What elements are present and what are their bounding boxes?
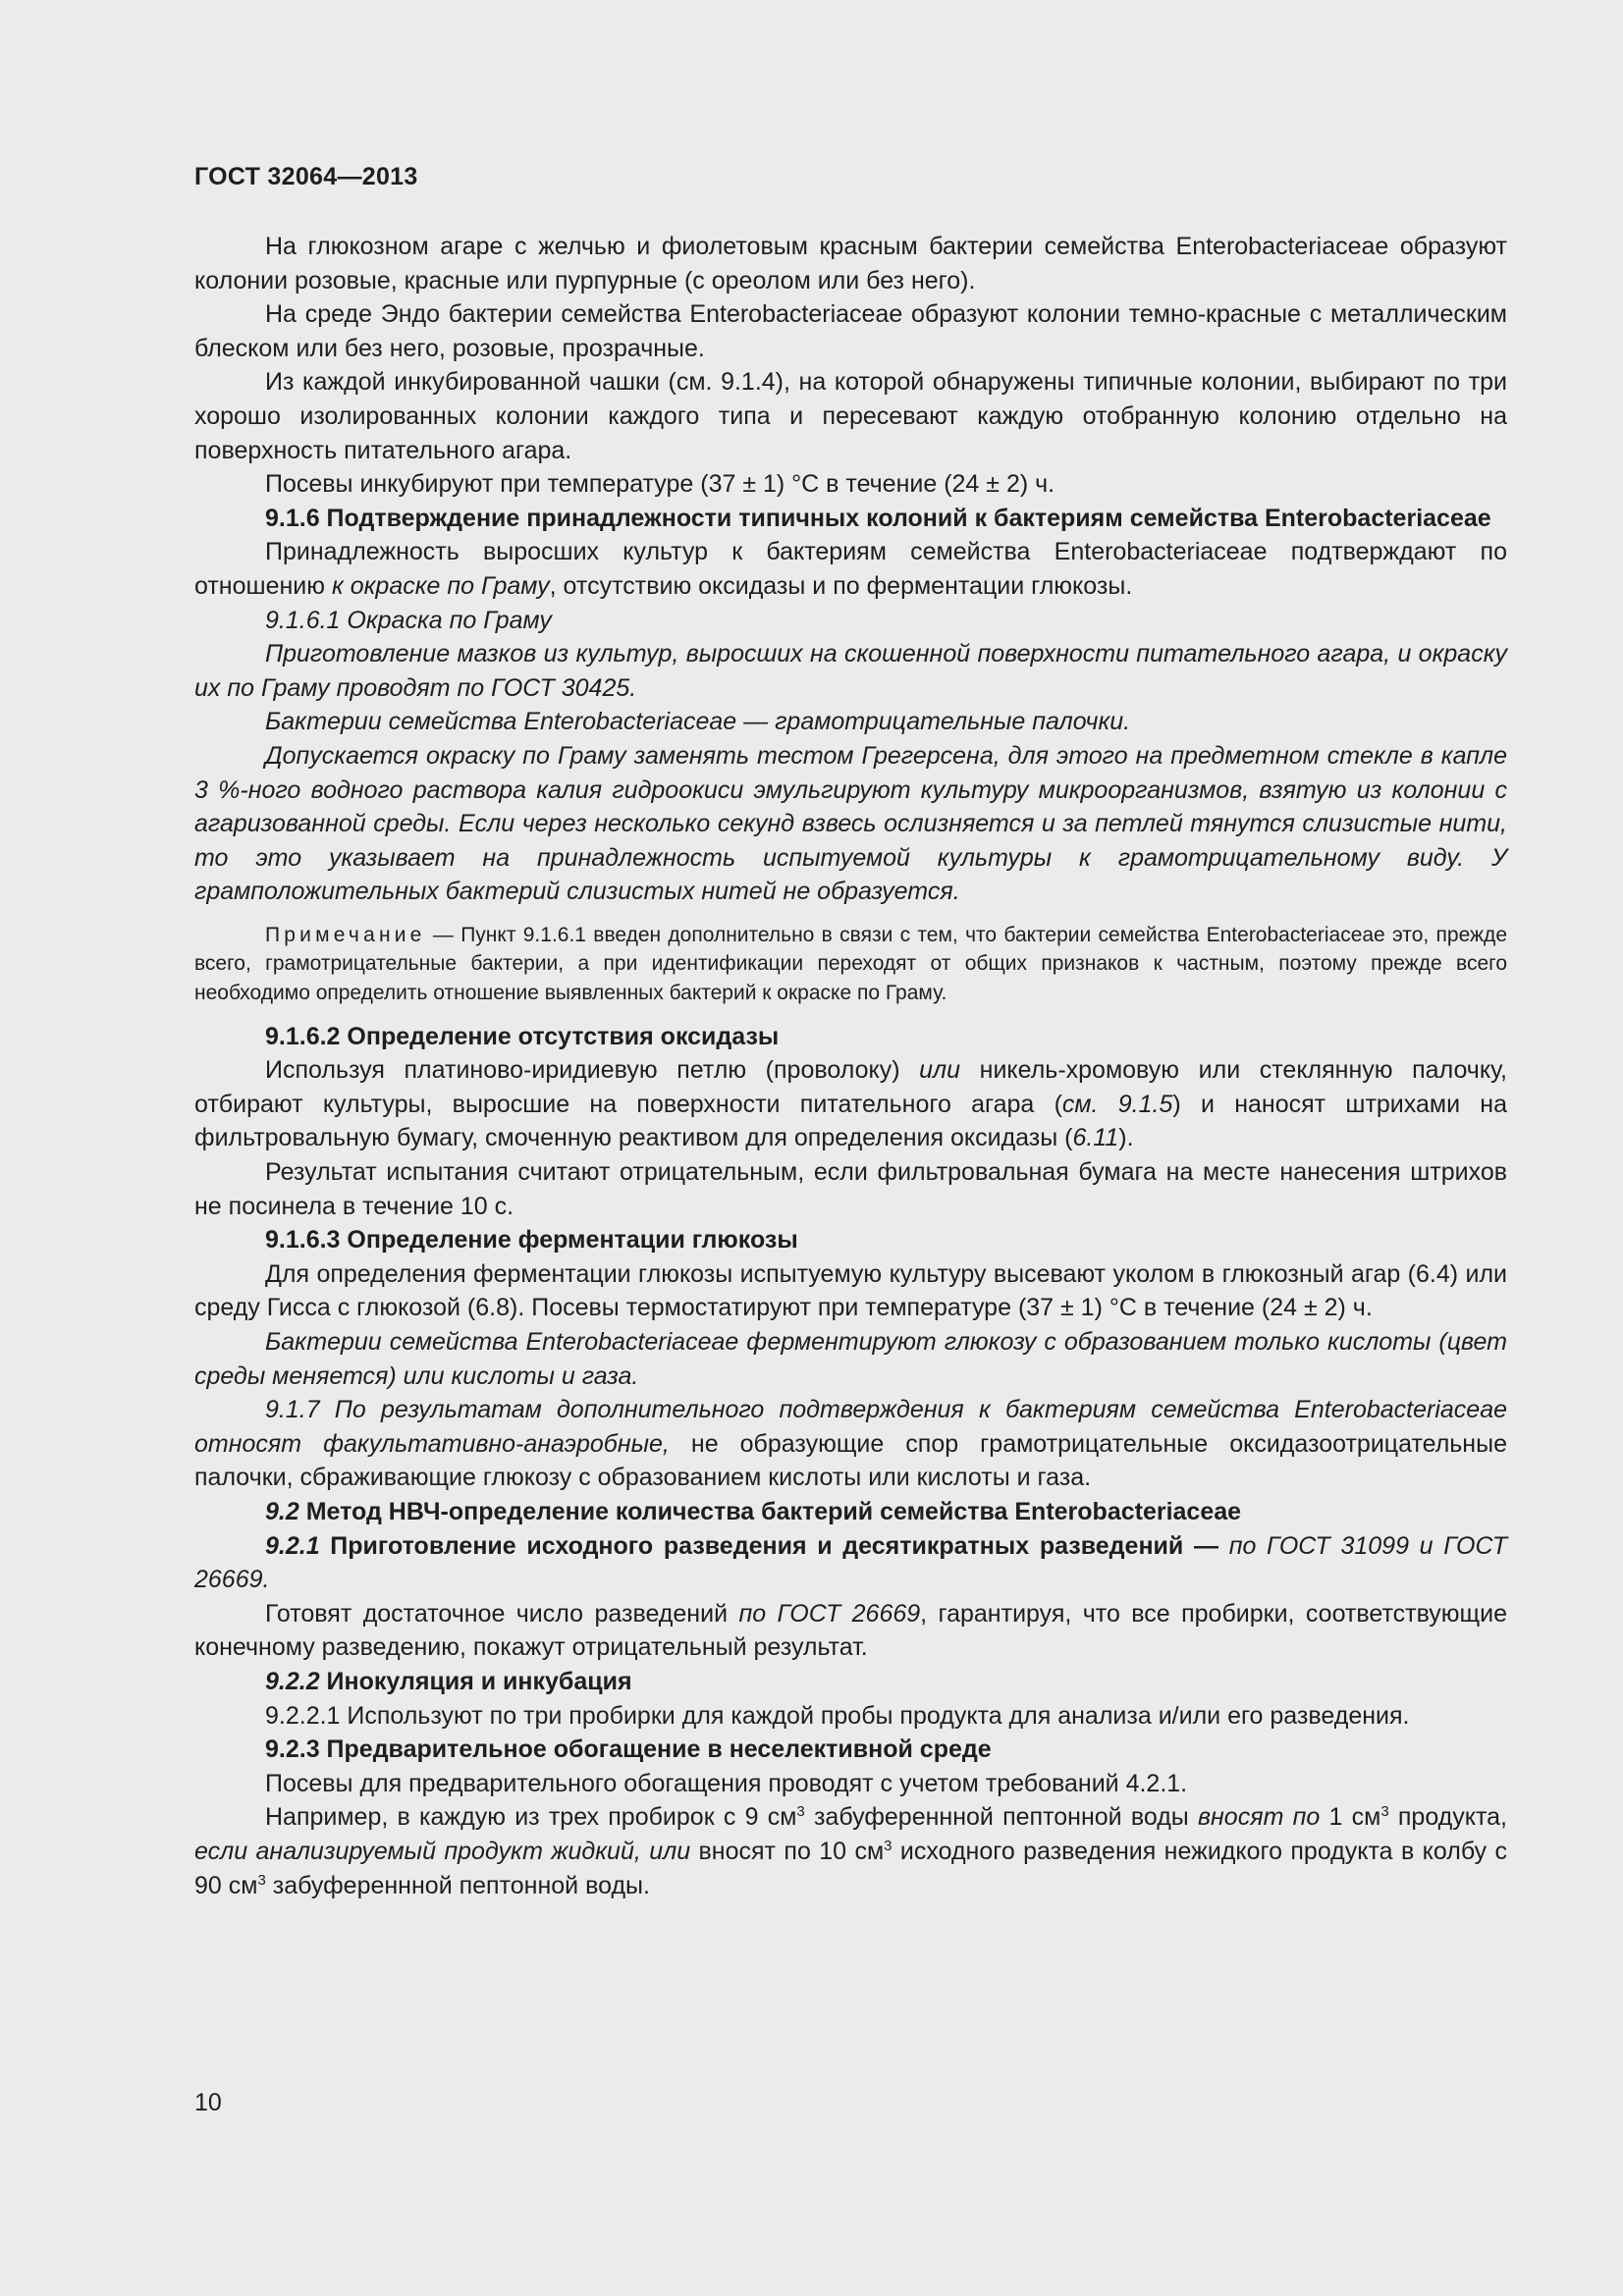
section-heading-9-2-1 (194, 1529, 1507, 1597)
text-run: ). (1118, 1124, 1134, 1152)
text-run: Например, в каждую из трех пробирок с 9 см (265, 1803, 797, 1832)
paragraph: Посевы для предварительного обогащения проводят с учетом требований 4.2.1. (265, 1769, 1188, 1797)
text-run: Используя платиново-иридиевую петлю (проволоку) (265, 1056, 920, 1085)
text-run: вносят по 10 см (690, 1837, 885, 1865)
section-heading-9-1-6: 9.1.6 Подтверждение принадлежности типичных колоний к бактериям семейства Enterobacteriaceae (265, 504, 1491, 532)
text-run: не образующие спор грамотрицательные оксидазоотрицательные палочки, сбраживающие глюкозу с образованием кислоты или кислоты и газа. (194, 1429, 1507, 1492)
paragraph: Из каждой инкубированной чашки (см. 9.1.4), на которой обнаружены типичные колонии, выбирают по три хорошо изолированных колонии каждого типа и пересевают каждую отобранную колонию отдельно на поверхность питательного агара. (194, 368, 1507, 464)
paragraph: Бактерии семейства Enterobacteriaceae — грамотрицательные палочки. (265, 708, 1131, 736)
heading-text: Приготовление исходного разведения и десятикратных разведений — (319, 1531, 1229, 1560)
text-run: забуференнной пептонной воды. (265, 1871, 650, 1899)
text-run-italic: 6.11 (1072, 1124, 1119, 1152)
paragraph: Результат испытания считают отрицательным, если фильтровальная бумага на месте нанесения штрихов не посинела в течение 10 с. (194, 1158, 1507, 1220)
text-run: Принадлежность выросших культур к бактериям семейства Enterobacteriaceae подтверждают по отношению (194, 538, 1507, 600)
paragraph (194, 535, 1507, 603)
text-run-italic: или (919, 1056, 961, 1085)
text-run: , гарантируя, что все пробирки, соответствующие конечному разведению, покажут отрицательный результат. (194, 1599, 1507, 1662)
note-label: Примечание (265, 923, 426, 946)
heading-reference: по ГОСТ 31099 и ГОСТ 26669. (194, 1531, 1507, 1594)
document-body (194, 230, 1507, 1902)
paragraph: 9.2.2.1 Используют по три пробирки для каждой пробы продукта для анализа и/или его разведения. (265, 1701, 1410, 1730)
superscript: 3 (257, 1871, 266, 1889)
text-run-italic: если анализируемый продукт жидкий, или (194, 1837, 691, 1865)
section-heading-9-1-6-1: 9.1.6.1 Окраска по Граму (265, 606, 552, 634)
note-text: — Пункт 9.1.6.1 введен дополнительно в связи с тем, что бактерии семейства Enterobacteriaceae это, прежде всего, грамотрицательные бактерии, а при идентификации переходят от общих признаков к частным, поэтому прежде всего необходимо определить отношение выявленных бактерий к окраске по Граму. (194, 923, 1507, 1005)
section-heading-9-2 (194, 1495, 1507, 1529)
heading-text: Инокуляция и инкубация (319, 1667, 632, 1695)
paragraph: Для определения ферментации глюкозы испытуемую культуру высевают уколом в глюкозный агар (6.4) или среду Гисса с глюкозой (6.8). Посевы термостатируют при температуре (37 ± 1) °С в течение (24 ± 2) ч. (194, 1259, 1507, 1322)
text-run: продукта, (1388, 1803, 1507, 1832)
paragraph: Приготовление мазков из культур, выросших на скошенной поверхности питательного агара, и окраску их по Граму проводят по ГОСТ 30425. (194, 640, 1507, 702)
section-heading-9-1-6-3: 9.1.6.3 Определение ферментации глюкозы (265, 1226, 798, 1255)
paragraph (194, 1800, 1507, 1902)
paragraph: Допускается окраску по Граму заменять тестом Грегерсена, для этого на предметном стекле в капле 3 %-ного водного раствора калия гидроокиси эмульгируют культуру микроорганизмов, взятую из колонии с агаризованной среды. Если через несколько секунд взвесь ослизняется и за петлей тянутся слизистые нити, то это указывает на принадлежность испытуемой культуры к грамотрицательному виду. У грамположительных бактерий слизистых нитей не образуется. (194, 741, 1507, 906)
text-run: исходного разведения нежидкого продукта в колбу с 90 см (194, 1837, 1507, 1899)
superscript: 3 (796, 1803, 805, 1821)
superscript: 3 (884, 1837, 893, 1854)
text-run-italic: см. 9.1.5 (1061, 1090, 1173, 1118)
paragraph: На глюкозном агаре с желчью и фиолетовым красным бактерии семейства Enterobacteriaceae образуют колонии розовые, красные или пурпурные (с ореолом или без него). (194, 233, 1507, 294)
text-run: Готовят достаточное число разведений (265, 1599, 739, 1628)
text-run: забуференнной пептонной воды (804, 1803, 1198, 1832)
paragraph: На среде Эндо бактерии семейства Enterobacteriaceae образуют колонии темно-красные с металлическим блеском или без него, розовые, прозрачные. (194, 300, 1507, 362)
text-run-italic: по ГОСТ 26669 (738, 1599, 921, 1628)
paragraph: Посевы инкубируют при температуре (37 ± 1) °С в течение (24 ± 2) ч. (265, 470, 1055, 499)
note (194, 921, 1507, 1008)
text-run: никель-хромовую или стеклянную палочку, отбирают культуры, выросшие на поверхности питательного агара ( (194, 1056, 1507, 1118)
text-run: ) и наносят штрихами на фильтровальную бумагу, смоченную реактивом для определения оксидазы ( (194, 1090, 1508, 1152)
section-heading-9-2-2 (194, 1665, 1507, 1699)
text-run-italic: вносят по (1198, 1803, 1321, 1832)
heading-text: Метод НВЧ-определение количества бактерий семейства Enterobacteriaceae (298, 1497, 1242, 1525)
heading-number: 9.2 (265, 1497, 299, 1525)
paragraph (194, 1393, 1507, 1495)
paragraph: Бактерии семейства Enterobacteriaceae ферментируют глюкозу с образованием только кислоты (цвет среды меняется) или кислоты и газа. (194, 1328, 1507, 1390)
text-run: , отсутствию оксидазы и по ферментации глюкозы. (549, 571, 1133, 600)
text-run: 1 см (1320, 1803, 1381, 1832)
paragraph (194, 1053, 1507, 1155)
section-heading-9-1-6-2: 9.1.6.2 Определение отсутствия оксидазы (265, 1022, 780, 1050)
document-header: ГОСТ 32064—2013 (194, 163, 418, 190)
section-heading-9-2-3: 9.2.3 Предварительное обогащение в неселективной среде (265, 1735, 992, 1764)
heading-number: 9.2.1 (265, 1531, 320, 1560)
superscript: 3 (1380, 1803, 1389, 1821)
text-run-italic: к окраске по Граму (331, 571, 550, 600)
page-number: 10 (194, 2089, 222, 2116)
text-run-italic: 9.1.7 По результатам дополнительного подтверждения к бактериям семейства Enterobacteriaceae относят факультативно-анаэробные, (194, 1396, 1507, 1458)
heading-number: 9.2.2 (265, 1667, 320, 1695)
paragraph (194, 1597, 1507, 1665)
